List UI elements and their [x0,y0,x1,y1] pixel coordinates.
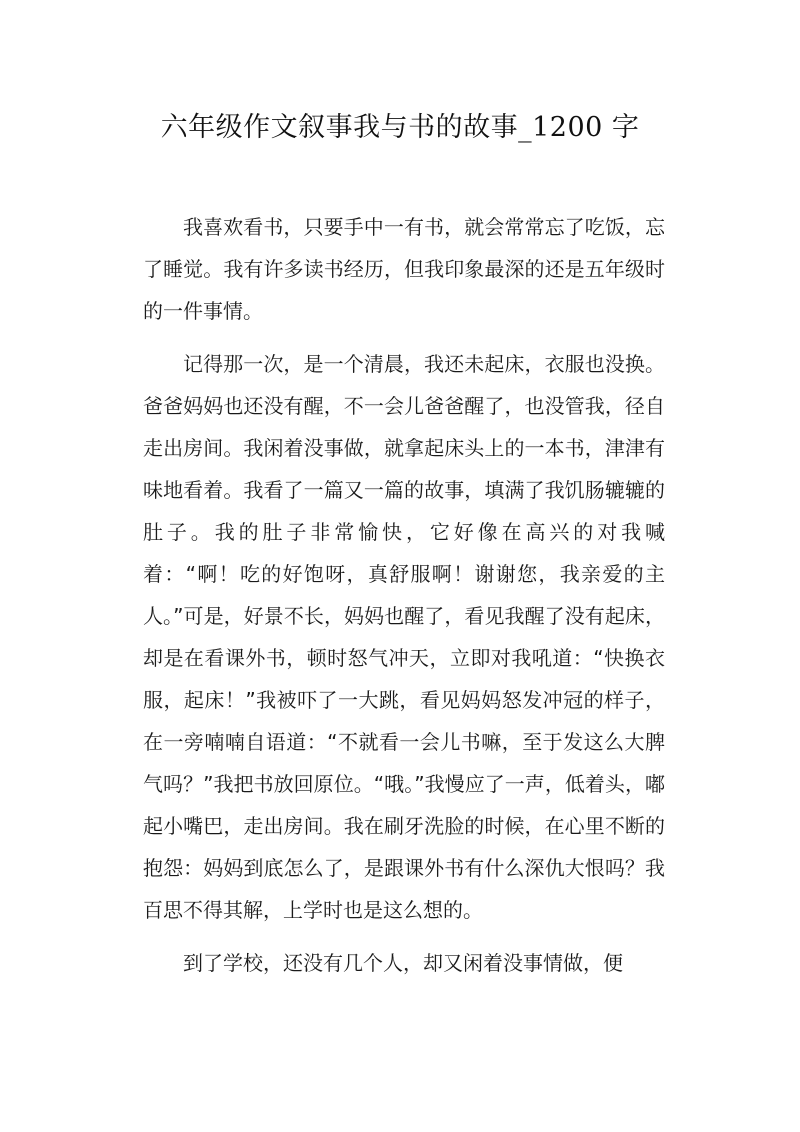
paragraph-2: 记得那一次，是一个清晨，我还未起床，衣服也没换。爸爸妈妈也还没有醒，不一会儿爸爸醒了，也没管我，径自走出房间。我闲着没事做，就拿起床头上的一本书，津津有味地看着。我看了一篇又一篇的故事，填满了我饥肠辘辘的肚子。我的肚子非常愉快，它好像在高兴的对我喊着：“啊！吃的好饱呀，真舒服啊！谢谢您，我亲爱的主人。”可是，好景不长，妈妈也醒了，看见我醒了没有起床，却是在看课外书，顿时怒气冲天，立即对我吼道：“快换衣服，起床！”我被吓了一大跳，看见妈妈怒发冲冠的样子，在一旁喃喃自语道：“不就看一会儿书嘛，至于发这么大脾气吗？”我把书放回原位。“哦。”我慢应了一声，低着头，嘟起小嘴巴，走出房间。我在刷牙洗脸的时候，在心里不断的抱怨：妈妈到底怎么了，是跟课外书有什么深仇大恨吗？我百思不得其解，上学时也是这么想的。 [143,352,665,922]
document-title: 六年级作文叙事我与书的故事_1200 字 [160,112,640,143]
document-body [143,206,665,995]
paragraph-1: 我喜欢看书，只要手中一有书，就会常常忘了吃饭，忘了睡觉。我有许多读书经历，但我印象最深的还是五年级时的一件事情。 [143,215,665,323]
paragraph-3: 到了学校，还没有几个人，却又闲着没事情做，便 [183,951,623,975]
